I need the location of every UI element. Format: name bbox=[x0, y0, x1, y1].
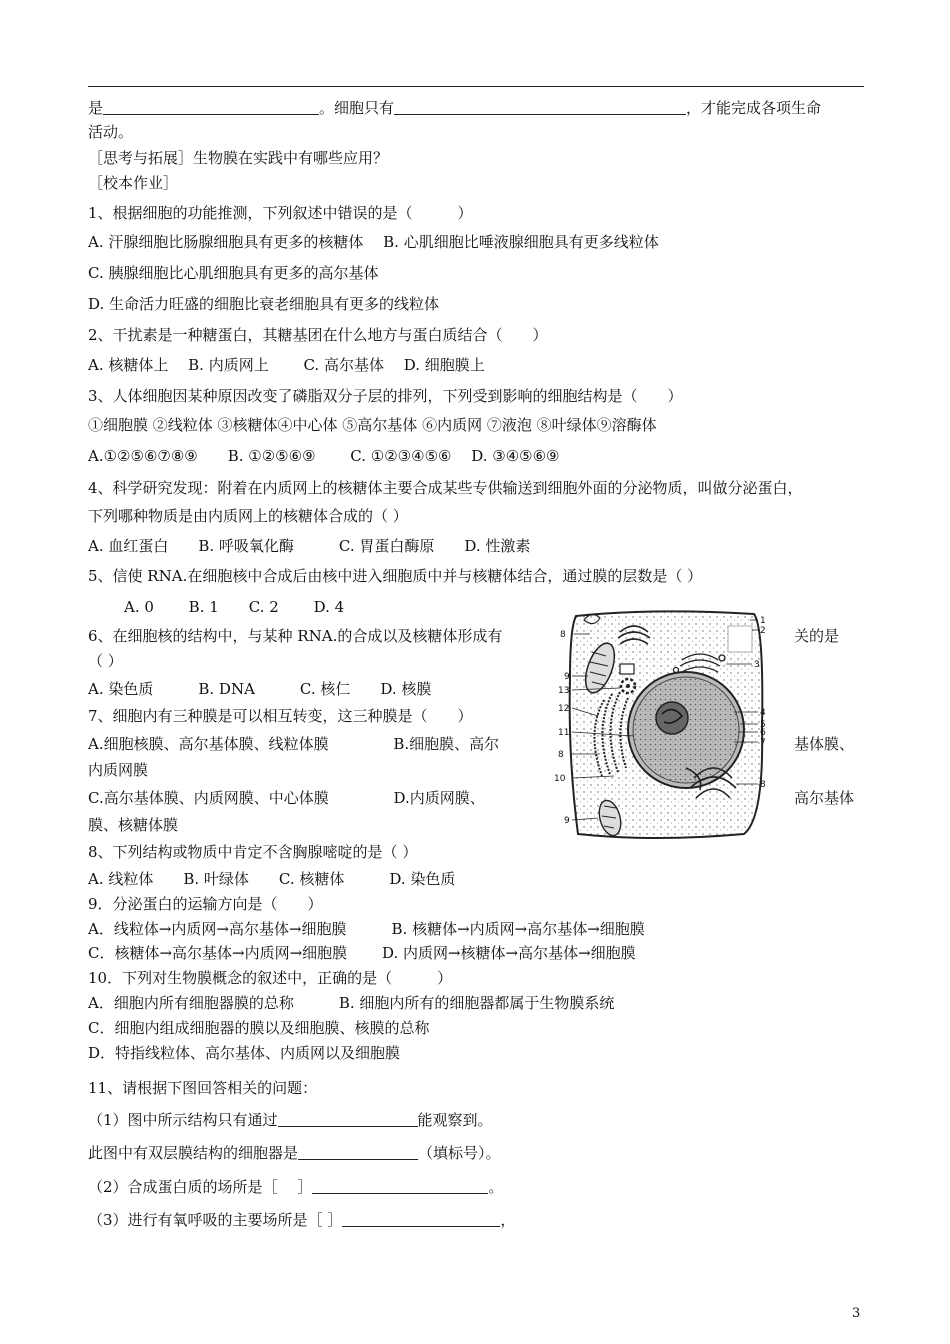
q9-options-ab[interactable]: A．线粒体→内质网→高尔基体→细胞膜 B. 核糖体→内质网→高尔基体→细胞膜 bbox=[88, 920, 645, 938]
homework-heading: ［校本作业］ bbox=[88, 174, 179, 192]
q8-options[interactable]: A. 线粒体 B. 叶绿体 C. 核糖体 D. 染色质 bbox=[88, 870, 456, 888]
q3-options[interactable]: A.①②⑤⑥⑦⑧⑨ B. ①②⑤⑥⑨ C. ①②③④⑤⑥ D. ③④⑤⑥⑨ bbox=[88, 447, 560, 465]
q6-stem-cont: 关的是 bbox=[794, 627, 840, 645]
intro-line-2: 活动。 bbox=[88, 123, 134, 141]
centriole-region bbox=[728, 626, 752, 652]
q9-options-cd[interactable]: C．核糖体→高尔基体→内质网→细胞膜 D. 内质网→核糖体→高尔基体→细胞膜 bbox=[88, 944, 636, 962]
q6-stem: 6、在细胞核的结构中，与某种 RNA.的合成以及核糖体形成有 bbox=[88, 627, 503, 645]
q6-options[interactable]: A. 染色质 B. DNA C. 核仁 D. 核膜 bbox=[88, 680, 432, 698]
lysosome-icon bbox=[620, 664, 634, 674]
nucleolus bbox=[656, 702, 688, 734]
label-1: 1 bbox=[760, 616, 766, 626]
q7-options-cd[interactable]: C.高尔基体膜、内质网膜、中心体膜 D.内质网膜、 bbox=[88, 789, 485, 807]
q1-stem: 1、根据细胞的功能推测，下列叙述中错误的是（ ） bbox=[88, 204, 473, 222]
q10-option-c[interactable]: C．细胞内组成细胞器的膜以及细胞膜、核膜的总称 bbox=[88, 1019, 430, 1037]
label-8-right: 8 bbox=[760, 780, 766, 790]
label-7: 7 bbox=[760, 738, 766, 748]
q1-option-d[interactable]: D. 生命活力旺盛的细胞比衰老细胞具有更多的线粒体 bbox=[88, 295, 440, 313]
q11-sub3: （3）进行有氧呼吸的主要场所是［ ］ ， bbox=[88, 1211, 516, 1229]
q3-items: ①细胞膜 ②线粒体 ③核糖体④中心体 ⑤高尔基体 ⑥内质网 ⑦液泡 ⑧叶绿体⑨溶酶体 bbox=[88, 416, 657, 434]
page-number: 3 bbox=[852, 1306, 861, 1321]
q11-sub2: （2）合成蛋白质的场所是［ ］ 。 bbox=[88, 1178, 504, 1196]
q5-stem: 5、信使 RNA.在细胞核中合成后由核中进入细胞质中并与核糖体结合，通过膜的层数是（ ） bbox=[88, 567, 703, 585]
label-9-top: 9 bbox=[564, 672, 570, 682]
q2-stem: 2、干扰素是一种糖蛋白，其糖基团在什么地方与蛋白质结合（ ） bbox=[88, 326, 548, 344]
header-rule bbox=[88, 86, 864, 87]
blank[interactable] bbox=[342, 1210, 500, 1227]
intro-line-1: 是 。细胞只有 ，才能完成各项生命 bbox=[88, 99, 822, 117]
nucleoplasm bbox=[633, 677, 739, 783]
q2-options[interactable]: A. 核糖体上 B. 内质网上 C. 高尔基体 D. 细胞膜上 bbox=[88, 356, 485, 374]
blank[interactable] bbox=[278, 1110, 418, 1127]
blank[interactable] bbox=[394, 98, 686, 115]
blank[interactable] bbox=[298, 1143, 418, 1160]
blank[interactable] bbox=[312, 1177, 488, 1194]
q8-stem: 8、下列结构或物质中肯定不含胸腺嘧啶的是（ ） bbox=[88, 843, 418, 861]
q10-options-ab[interactable]: A．细胞内所有细胞器膜的总称 B. 细胞内所有的细胞器都属于生物膜系统 bbox=[88, 994, 615, 1012]
label-2: 2 bbox=[760, 626, 766, 636]
animal-cell-diagram bbox=[554, 608, 786, 844]
blank[interactable] bbox=[103, 98, 319, 115]
q1-option-c[interactable]: C. 胰腺细胞比心肌细胞具有更多的高尔基体 bbox=[88, 264, 379, 282]
q11-stem: 11、请根据下图回答相关的问题： bbox=[88, 1079, 318, 1097]
label-13: 13 bbox=[558, 686, 570, 696]
q7-stem: 7、细胞内有三种膜是可以相互转变，这三种膜是（ ） bbox=[88, 707, 473, 725]
q11-sub1b: 此图中有双层膜结构的细胞器是 （填标号）。 bbox=[88, 1144, 501, 1162]
label-12: 12 bbox=[558, 704, 570, 714]
q6-answer-paren: （ ） bbox=[88, 652, 123, 670]
q4-stem-1: 4、科学研究发现：附着在内质网上的核糖体主要合成某些专供输送到细胞外面的分泌物质，叫做分泌蛋白， bbox=[88, 479, 803, 497]
q7-options-ab[interactable]: A.细胞核膜、高尔基体膜、线粒体膜 B.细胞膜、高尔 bbox=[88, 735, 500, 753]
q11-sub1: （1）图中所示结构只有通过 能观察到。 bbox=[88, 1111, 493, 1129]
label-8-top: 8 bbox=[560, 630, 566, 640]
q10-stem: 10．下列对生物膜概念的叙述中，正确的是（ ） bbox=[88, 969, 453, 987]
label-6: 6 bbox=[760, 728, 766, 738]
q7-options-cd-cont[interactable]: 高尔基体 bbox=[794, 789, 855, 807]
q7-options-cd-end[interactable]: 膜、核糖体膜 bbox=[88, 816, 179, 834]
q5-options[interactable]: A. 0 B. 1 C. 2 D. 4 bbox=[124, 598, 345, 616]
label-10: 10 bbox=[554, 774, 566, 784]
q7-options-ab-end[interactable]: 内质网膜 bbox=[88, 761, 149, 779]
label-8-left: 8 bbox=[558, 750, 564, 760]
label-5: 5 bbox=[760, 720, 766, 730]
label-3: 3 bbox=[754, 660, 760, 670]
q4-options[interactable]: A. 血红蛋白 B. 呼吸氧化酶 C. 胃蛋白酶原 D. 性激素 bbox=[88, 537, 531, 555]
q3-stem: 3、人体细胞因某种原因改变了磷脂双分子层的排列，下列受到影响的细胞结构是（ ） bbox=[88, 387, 683, 405]
label-9-bottom: 9 bbox=[564, 816, 570, 826]
label-11: 11 bbox=[558, 728, 570, 738]
q4-stem-2: 下列哪种物质是由内质网上的核糖体合成的（ ） bbox=[88, 507, 408, 525]
think-extend: ［思考与拓展］生物膜在实践中有哪些应用？ bbox=[88, 149, 389, 167]
q7-options-ab-cont[interactable]: 基体膜、 bbox=[794, 735, 855, 753]
q9-stem: 9．分泌蛋白的运输方向是（ ） bbox=[88, 895, 323, 913]
q10-option-d[interactable]: D．特指线粒体、高尔基体、内质网以及细胞膜 bbox=[88, 1044, 401, 1062]
q1-options-ab[interactable]: A. 汗腺细胞比肠腺细胞具有更多的核糖体 B. 心肌细胞比唾液腺细胞具有更多线粒体 bbox=[88, 233, 659, 251]
label-4: 4 bbox=[760, 708, 766, 718]
